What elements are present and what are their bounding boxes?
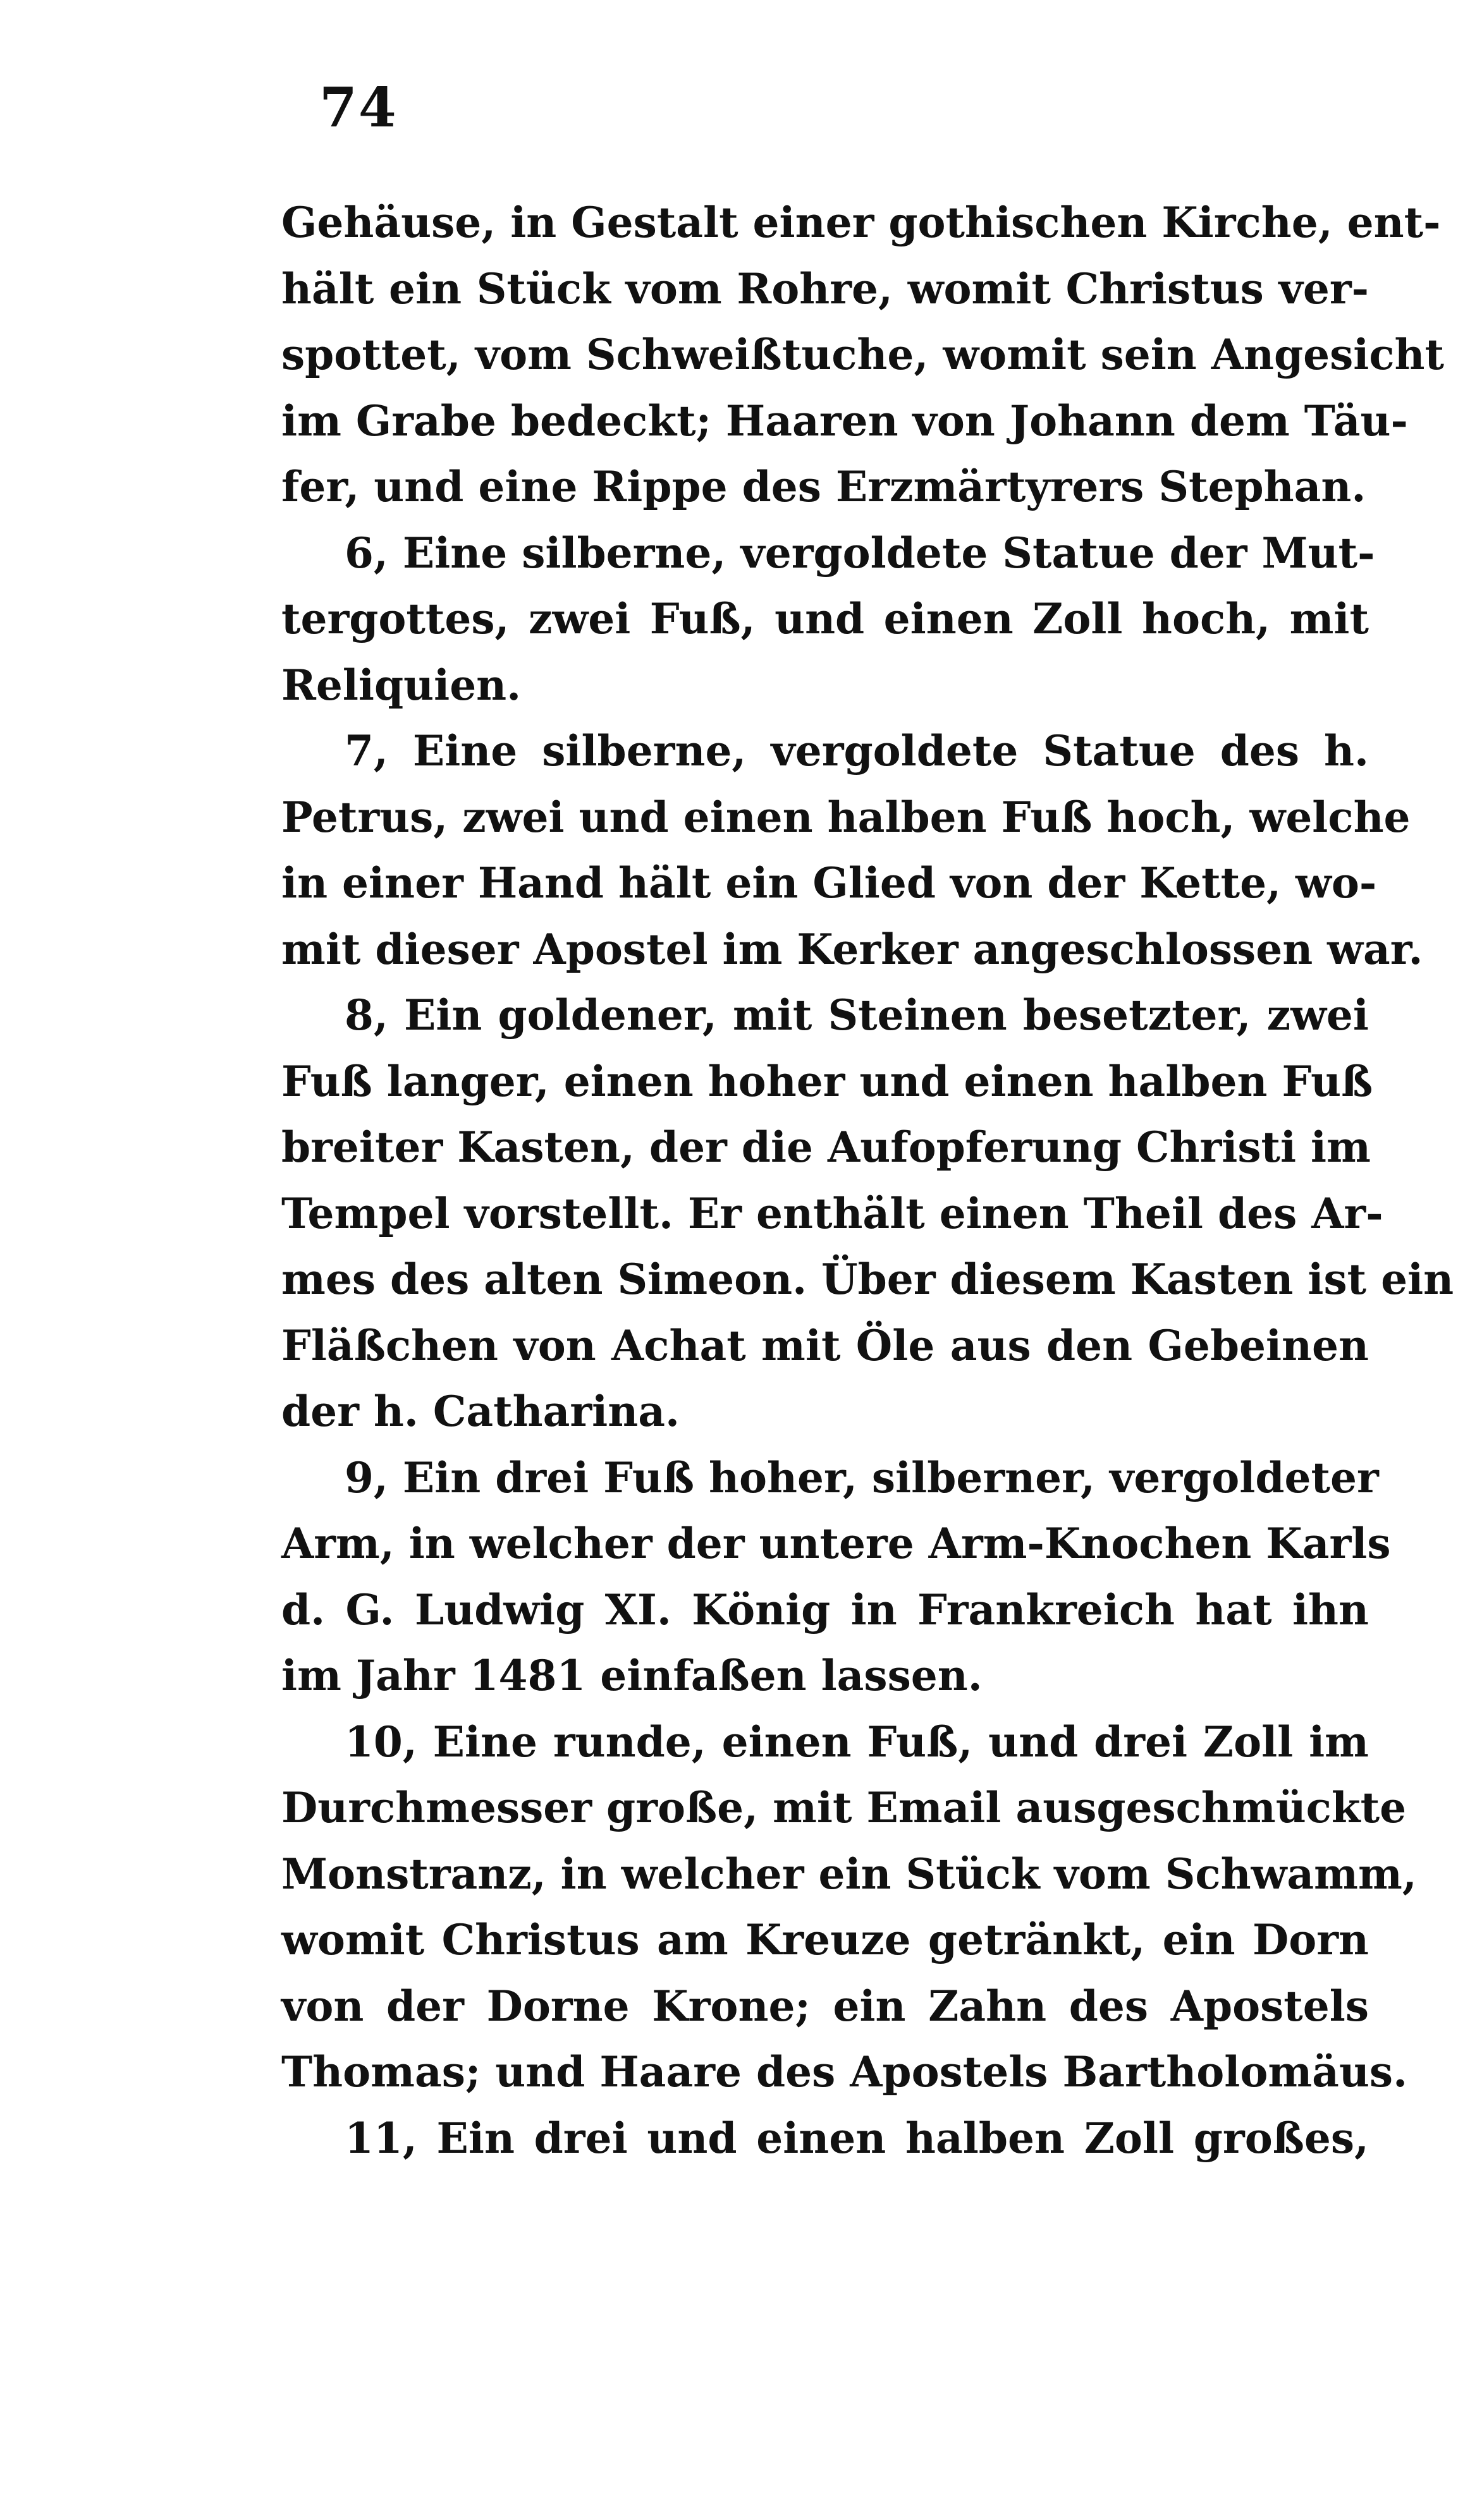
body-text [281,190,1454,2171]
text-line: d. G. Ludwig XI. König in Frankreich hat ihn [281,1585,1369,1634]
text-line: fer, und eine Rippe des Erzmärtyrers Stephan. [281,462,1366,511]
text-line: mit dieser Apostel im Kerker angeschlossen war. [281,924,1423,974]
text-line: Monstranz, in welcher ein Stück vom Schwamm, [281,1849,1417,1899]
text-line: womit Christus am Kreuze getränkt, ein Dorn [281,1915,1369,1964]
text-line: Gehäuse, in Gestalt einer gothischen Kirche, ent- [281,198,1441,247]
text-line: der h. Catharina. [281,1387,680,1436]
text-line: Fläßchen von Achat mit Öle aus den Gebeinen [281,1320,1369,1370]
text-line: 11, Ein drei und einen halben Zoll großes, [345,2113,1369,2163]
page-number: 74 [319,76,398,140]
text-line: spottet, vom Schweißtuche, womit sein Angesicht [281,330,1444,379]
text-line: hält ein Stück vom Rohre, womit Christus ver- [281,264,1369,313]
text-line: Petrus, zwei und einen halben Fuß hoch, welche [281,792,1411,842]
text-line: im Grabe bedeckt; Haaren von Johann dem Täu- [281,396,1408,446]
text-line: Reliquien. [281,660,522,710]
text-line: breiter Kasten, der die Aufopferung Christi im [281,1123,1371,1172]
text-line: im Jahr 1481 einfaßen lassen. [281,1651,983,1700]
text-line: tergottes, zwei Fuß, und einen Zoll hoch, mit [281,594,1369,643]
text-line: 10, Eine runde, einen Fuß, und drei Zoll im [345,1717,1369,1767]
text-line: mes des alten Simeon. Über diesem Kasten ist ein [281,1255,1454,1304]
text-line: Durchmesser große, mit Email ausgeschmückte [281,1783,1407,1832]
text-line: 7, Eine silberne, vergoldete Statue des h. [345,726,1369,776]
text-line: von der Dorne Krone; ein Zahn des Apostels [281,1981,1369,2031]
text-line: Thomas; und Haare des Apostels Bartholomäus. [281,2047,1408,2097]
text-line: in einer Hand hält ein Glied von der Kette, wo- [281,858,1377,908]
text-line: Tempel vorstellt. Er enthält einen Theil des Ar- [281,1188,1383,1238]
text-line: 6, Eine silberne, vergoldete Statue der Mut- [345,528,1375,578]
text-line: 9, Ein drei Fuß hoher, silberner, vergoldeter [345,1452,1379,1502]
text-line: Fuß langer, einen hoher und einen halben Fuß [281,1056,1373,1106]
text-line: Arm, in welcher der untere Arm-Knochen Karls [281,1519,1391,1568]
text-line: 8, Ein goldener, mit Steinen besetzter, zwei [345,990,1369,1040]
